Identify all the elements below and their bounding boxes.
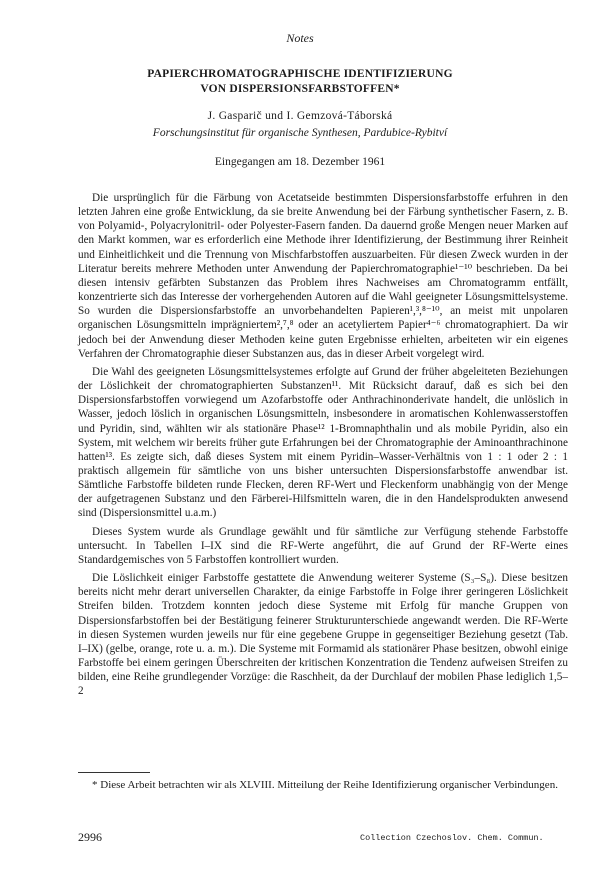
- paragraph: Die ursprünglich für die Färbung von Acetatseide bestimmten Dispersionsfarbstoffe erfuhren in den letzten Jahren eine große Entwicklung, da sie breite Anwendung bei der Färbung synthetischer Fasern, z. B. von Polyamid-, Polyacrylonitril- oder Polyester-Fasern fanden. Da dauernd große Mengen neuer Marken auf den Markt kommen, war es erforderlich eine Methode ihrer Identifizierung, der Bestimmung ihrer Reinheit und Einheitlichkeit und die Trennung von Mischfarbstoffen auszuarbeiten. Für diesen Zweck wurden in der Literatur bereits mehrere Methoden unter Anwendung der Papierchromatographie¹⁻¹⁰ beschrieben. Da bei diesen intensiv gefärbten Substanzen das Problem ihres Nachweises am Chromatogramm entfällt, konzentrierte sich das Interesse der vorhergehenden Autoren auf die Wahl geeigneter Lösungsmittelsysteme. So wurden die Dispersionsfarbstoffe an unvorbehandelten Papieren¹,³,⁸⁻¹⁰, an meist mit unpolaren organischen Lösungsmitteln imprägniertem²,⁷,⁸ oder an acetyliertem Papier⁴⁻⁶ chromatographiert. Da wir jedoch bei der Anwendung dieser Methoden keine guten Ergebnisse erhielten, arbeiteten wir ein eigenes Verfahren der Chromatographie dieser Substanzen aus, das in dieser Arbeit vorgelegt wird.: [78, 192, 568, 360]
- authors: J. Gasparič und I. Gemzová-Táborská: [207, 110, 393, 122]
- journal-name: Collection Czechoslov. Chem. Commun.: [360, 833, 544, 843]
- received-date: Eingegangen am 18. Dezember 1961: [214, 156, 386, 168]
- running-head: Notes: [286, 31, 314, 45]
- paragraph: Die Wahl des geeigneten Lösungsmittelsystemes erfolgte auf Grund der früher abgeleiteten Beziehungen der Löslichkeit der chromatographierten Substanzen¹¹. Mit Rücksicht darauf, daß es sich bei den Dispersionsfarbstoffen vorwiegend um Azofarbstoffe oder Anthrachinonderivate handelt, die unlöslich in Wasser, jedoch löslich in organischen Lösungsmitteln, insbesondere in aromatischen Kohlenwasserstoffen und Pyridin, sind, wählten wir als stationäre Phase¹² 1-Bromnaphthalin und als mobile Pyridin, also ein System, mit welchem wir bereits früher gute Erfahrungen bei der Chromatographie der Aminoanthrachinone hatten¹³. Es zeigte sich, daß dieses System mit einem Pyridin–Wasser-Verhältnis von 1 : 1 oder 2 : 1 praktisch allgemein für sämtliche von uns bisher untersuchten Dispersionsfarbstoffe anwendbar ist. Sämtliche Farbstoffe bildeten runde Flecken, deren RF-Wert und Fleckenform unabhängig von der Menge der aufgetragenen Substanz und den Färberei-Hilfsmitteln waren, die in den Handelsprodukten anwesend sind (Dispersionsmittel u.a.m.): [78, 365, 568, 520]
- article-body: [78, 191, 568, 702]
- title-line-1: PAPIERCHROMATOGRAPHISCHE IDENTIFIZIERUNG: [147, 68, 453, 80]
- paragraph: Die Löslichkeit einiger Farbstoffe gestattete die Anwendung weiterer Systeme (S₃–S₈). Diese besitzen bereits nicht mehr derart universellen Charakter, da einige Farbstoffe in Folge ihrer geringeren Löslichkeit Streifen bilden. Trotzdem konnten jedoch diese Systeme mit Erfolg für manche Gruppen von Dispersionsfarbstoffen bei der Bestätigung feinerer Strukturunterschiede angewandt werden. Die RF-Werte in diesen Systemen wurden jeweils nur für eine gegebene Gruppe in gegenseitiger Beziehung gesetzt (Tab. I–IX) (gelbe, orange, rote u. a. m.). Die Systeme mit Formamid als stationärer Phase besitzen, obwohl einige Farbstoffe bei einem geringen Überschreiten der kritischen Konzentration die Tendenz aufweisen Streifen zu bilden, eine Reihe grundlegender Vorzüge: die Raschheit, da der Durchlauf der mobilen Phase lediglich 1,5–2: [78, 572, 568, 698]
- title-line-2: VON DISPERSIONSFARBSTOFFEN*: [200, 83, 400, 95]
- footnote: * Diese Arbeit betrachten wir als XLVIII. Mitteilung der Reihe Identifizierung organischer Verbindungen.: [92, 779, 558, 791]
- article-title: [0, 67, 600, 97]
- affiliation: Forschungsinstitut für organische Synthesen, Pardubice-Rybitví: [152, 127, 448, 139]
- page-number: 2996: [78, 830, 102, 844]
- paragraph: Dieses System wurde als Grundlage gewählt und für sämtliche zur Verfügung stehende Farbstoffe untersucht. In Tabellen I–IX sind die RF-Werte angeführt, die auf Grund der RF-Werte eines Standardgemisches von 5 Farbstoffen kontrolliert wurden.: [78, 525, 568, 566]
- footnote-rule: [78, 772, 150, 773]
